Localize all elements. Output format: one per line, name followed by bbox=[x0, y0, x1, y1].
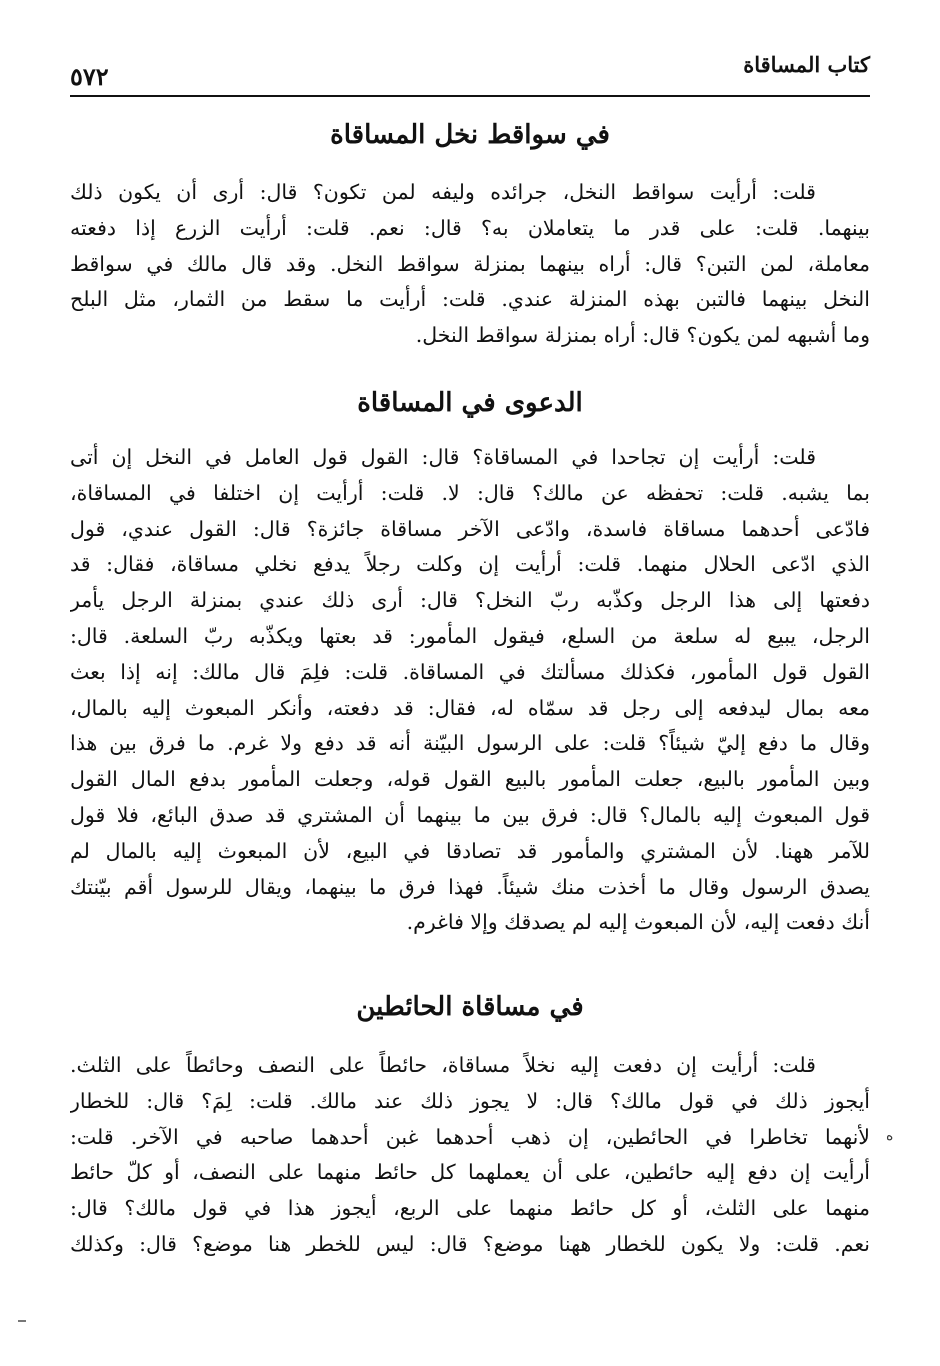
section-paragraph bbox=[70, 175, 870, 354]
text-line: أيجوز ذلك في قول مالك؟ قال: لا يجوز ذلك عند مالك. قلت: لِمَ؟ قال: للخطار bbox=[70, 1088, 870, 1113]
text-line: معه بمال ليدفعه إلى رجل قد سمّاه له، فقال: قد دفعته، وأنكر المبعوث إليه بالمال، bbox=[70, 695, 870, 720]
section-heading: الدعوى في المساقاة bbox=[357, 388, 583, 418]
section-heading: في سواقط نخل المساقاة bbox=[330, 120, 610, 150]
text-line: وما أشبهه لمن يكون؟ قال: أراه بمنزلة سواقط النخل. bbox=[415, 323, 870, 348]
section-paragraph bbox=[70, 440, 870, 941]
page-header bbox=[70, 52, 870, 92]
text-line: فادّعى أحدهما مساقاة فاسدة، وادّعى الآخر مساقاة جائزة؟ قال: القول عندي، قول bbox=[70, 516, 870, 541]
text-line: لأنهما تخاطرا في الحائطين، إن ذهب أحدهما غبن أحدهما صاحبه في الآخر. قلت: bbox=[70, 1124, 870, 1149]
scan-artifact bbox=[18, 1320, 26, 1322]
text-line: نعم. قلت: ولا يكون للخطار ههنا موضع؟ قال: ليس للخطر هنا موضع؟ قال: وكذلك bbox=[70, 1231, 870, 1256]
section-heading: في مساقاة الحائطين bbox=[356, 992, 584, 1022]
text-line: القول قول المأمور، فكذلك مسألتك في المساقاة. قلت: فلِمَ قال مالك: إنه إذا بعث bbox=[70, 659, 870, 684]
text-line: وبين المأمور بالبيع، جعلت المأمور بالبيع القول قوله، وجعلت المأمور بدفع المال القول bbox=[70, 767, 870, 792]
text-line: أرأيت إن دفع إليه حائطين، على أن يعملهما كل حائط منهما على النصف، أو كلّ حائط bbox=[70, 1160, 870, 1185]
text-line: قول المبعوث إليه بالمال؟ قال: فرق بين ما بينهما أن المشتري قد صدق البائع، فلا قول bbox=[70, 802, 870, 827]
page-number: ٥٧٢ bbox=[70, 62, 109, 91]
text-line: يصدق الرسول وقال ما أخذت منك شيئاً. فهذا فرق ما بينهما، ويقال للرسول أقم بيّنتك bbox=[70, 874, 870, 899]
text-line: أنك دفعت إليه، لأن المبعوث إليه لم يصدقك وإلا فاغرم. bbox=[406, 910, 870, 935]
text-line: قلت: أرأيت إن دفعت إليه نخلاً مساقاة، حائطاً على النصف وحائطاً على الثلث. bbox=[70, 1053, 816, 1077]
text-line: معاملة، لمن التبن؟ قال: أراه بينهما بمنزلة سواقط النخل. وقد قال مالك في سواقط bbox=[70, 251, 870, 276]
margin-mark: ه bbox=[886, 1128, 894, 1144]
text-line: قلت: أرأيت إن تجاحدا في المساقاة؟ قال: القول قول العامل في النخل إن أتى bbox=[70, 445, 816, 469]
header-rule bbox=[70, 95, 870, 97]
text-line: منهما على الثلث، أو كل حائط منهما على الربع، أيجوز هذا في قول مالك؟ قال: bbox=[70, 1196, 870, 1221]
text-line: الذي ادّعى الحلال منهما. قلت: أرأيت إن وكلت رجلاً يدفع نخلي مساقاة، فقال: قد bbox=[70, 552, 870, 577]
running-title: كتاب المساقاة bbox=[743, 52, 870, 77]
section-paragraph bbox=[70, 1048, 870, 1263]
text-line: بينهما. قلت: على قدر ما يتعاملان به؟ قال: نعم. قلت: أرأيت الزرع إذا دفعته bbox=[70, 215, 870, 240]
text-line: دفعتها إلى هذا الرجل وكذّبه ربّ النخل؟ قال: أرى ذلك عندي بمنزلة الرجل يأمر bbox=[70, 588, 870, 613]
text-line: الرجل، يبيع له سلعة من السلع، فيقول المأمور: قد بعتها ويكذّبه ربّ السلعة. قال: bbox=[70, 623, 870, 648]
text-line: للآمر ههنا. لأن المشتري والمأمور قد تصادقا في البيع، لأن المبعوث إليه بالمال لم bbox=[70, 838, 870, 863]
text-line: وقال ما دفع إليّ شيئاً؟ قلت: على الرسول البيّنة أنه قد دفع ولا غرم. ما فرق بين هذا bbox=[70, 731, 870, 756]
text-line: قلت: أرأيت سواقط النخل، جرائده وليفه لمن تكون؟ قال: أرى أن يكون ذلك bbox=[70, 180, 816, 204]
text-line: بما يشبه. قلت: تحفظه عن مالك؟ قال: لا. قلت: أرأيت إن اختلفا في المساقاة، bbox=[70, 480, 870, 505]
text-line: النخل بينهما فالتبن بهذه المنزلة عندي. قلت: أرأيت ما سقط من الثمار، مثل البلح bbox=[70, 287, 870, 312]
